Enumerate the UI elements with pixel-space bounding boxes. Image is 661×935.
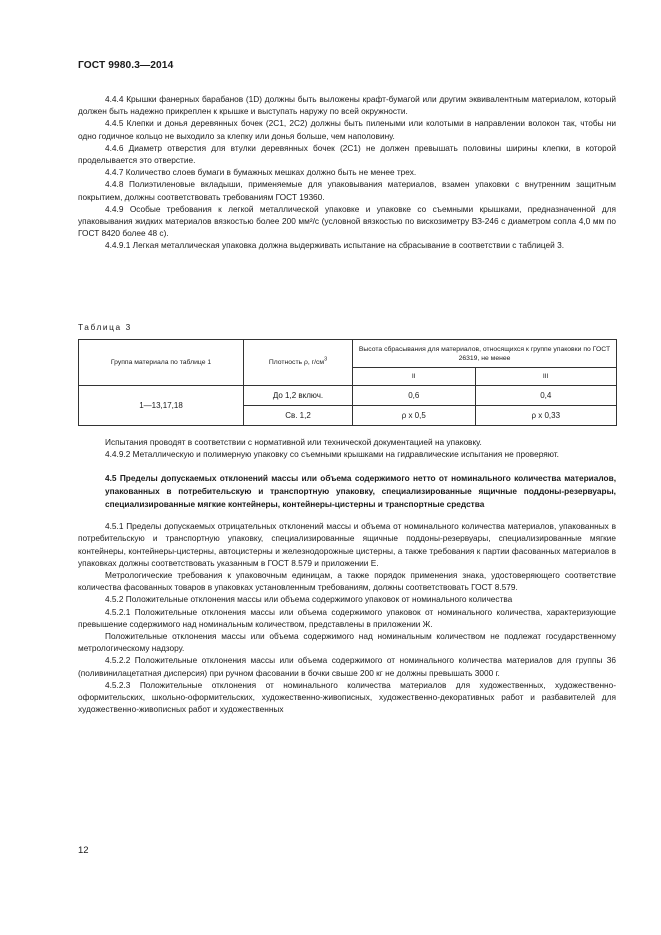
- top-text-block: [78, 93, 616, 252]
- cell-ii: ρ х 0,5: [353, 406, 476, 426]
- paragraph-4-4-7: 4.4.7 Количество слоев бумаги в бумажных мешках должно быть не менее трех.: [105, 167, 417, 178]
- paragraph-4-4-4: 4.4.4 Крышки фанерных барабанов (1D) должны быть выложены крафт-бумагой или другим эквивалентным материалом, который должен быть надежно прикреплен к крышке и выступать наружу по всей окружности.: [78, 94, 616, 117]
- header-group-iii: III: [475, 368, 616, 386]
- cell-iii: ρ х 0,33: [475, 406, 616, 426]
- paragraph-metrology: Метрологические требования к упаковочным единицам, а также порядок применения знака, удостоверяющего соответствие количества фасованных товаров в упаковках установленным требованиям, должны соответствовать ГОСТ 8.579.: [78, 570, 616, 593]
- document-header: ГОСТ 9980.3—2014: [78, 60, 174, 71]
- bottom-text-block: [78, 436, 616, 715]
- header-group: Группа материала по таблице 1: [79, 340, 244, 386]
- cell-group: 1—13,17,18: [79, 386, 244, 426]
- section-title-4-5: 4.5 Пределы допускаемых отклонений массы или объема содержимого нетто от номинального количества материалов, упакованных в потребительскую и транспортную упаковку, специализированные ящичные поддоны-резервуары, специализированные мягкие контейнеры, контейнеры-цистерны и транспортные средства: [105, 473, 616, 509]
- paragraph-tests: Испытания проводят в соответствии с нормативной или технической документацией на упаковку.: [105, 437, 482, 447]
- header-density: Плотность ρ, $г/см^3$: [244, 340, 353, 386]
- page-number: 12: [78, 845, 89, 856]
- table-caption: Таблица 3: [78, 322, 132, 332]
- paragraph-4-5-2-1: 4.5.2.1 Положительные отклонения массы или объема содержимого упаковок от номинального количества, характеризующие превышение содержимого над номинальным количеством, представлены в приложении Ж.: [78, 606, 616, 629]
- paragraph-4-4-9-2: 4.4.9.2 Металлическую и полимерную упаковку со съемными крышками на гидравлические испытания не проверяют.: [105, 449, 559, 460]
- header-group-ii: II: [353, 368, 476, 386]
- paragraph-4-4-9-1: 4.4.9.1 Легкая металлическая упаковка должна выдерживать испытание на сбрасывание в соответствии с таблицей 3.: [105, 240, 565, 251]
- paragraph-4-4-8: 4.4.8 Полиэтиленовые вкладыши, применяемые для упаковывания материалов, взамен упаковки с внутренним защитным покрытием, должны соответствовать требованиям ГОСТ 19360.: [78, 179, 616, 202]
- paragraph-4-4-5: 4.4.5 Клепки и донья деревянных бочек (2С1, 2С2) должны быть пилеными или колотыми в направлении волокон так, чтобы ни одно годичное кольцо не выходило за клепку или донья больше, чем наполовину.: [78, 118, 616, 141]
- paragraph-4-5-2: 4.5.2 Положительные отклонения массы или объема содержимого упаковок от номинального количества: [105, 594, 513, 605]
- table-3: [78, 339, 617, 426]
- cell-density: Св. 1,2: [244, 406, 353, 426]
- paragraph-4-5-1: 4.5.1 Пределы допускаемых отрицательных отклонений массы и объема от номинального количества материалов, упакованных в потребительскую и транспортную упаковку, специализированные ящичные поддоны-резервуары, специализированные мягкие контейнеры, контейнеры-цистерны, автоцистерны и железнодорожные цистерны, а также требования к партии фасованных материалов в упаковках должны соответствовать указанным в ГОСТ 8.579 и приложении Е.: [78, 521, 616, 568]
- cell-density: До 1,2 включ.: [244, 386, 353, 406]
- cell-iii: 0,4: [475, 386, 616, 406]
- paragraph-4-5-2-2: 4.5.2.2 Положительные отклонения массы или объема содержимого от номинального количества материалов для группы 36 (поливинилацетатная дисперсия) при ручном фасовании в бочки свыше 200 кг не должны превышать 3000 г.: [78, 655, 616, 678]
- paragraph-4-4-9: 4.4.9 Особые требования к легкой металлической упаковке и упаковке со съемными крышками, предназначенной для упаковывания жидких материалов вязкостью более 200 мм²/с (условной вязкостью по вискозиметру ВЗ-246 с диаметром сопла 4,0 мм по ГОСТ 8420 более 48 с).: [78, 203, 616, 239]
- paragraph-4-4-6: 4.4.6 Диаметр отверстия для втулки деревянных бочек (2С1) не должен превышать половины ширины клепки, в которой проделывается это отверстие.: [78, 142, 616, 166]
- paragraph-4-5-2-3: 4.5.2.3 Положительные отклонения от номинального количества материалов для художественных, художественно-оформительских, школьно-оформительских, художественно-живописных, художественно-декоративных работ и разбавителей для художественно-живописных работ и художественных: [78, 679, 616, 715]
- paragraph-positive-deviations: Положительные отклонения массы или объема содержимого над номинальным количеством не подлежат государственному метрологическому надзору.: [78, 631, 616, 654]
- cell-ii: 0,6: [353, 386, 476, 406]
- header-height: Высота сбрасывания для материалов, относящихся к группе упаковки по ГОСТ 26319, не менее: [353, 340, 617, 368]
